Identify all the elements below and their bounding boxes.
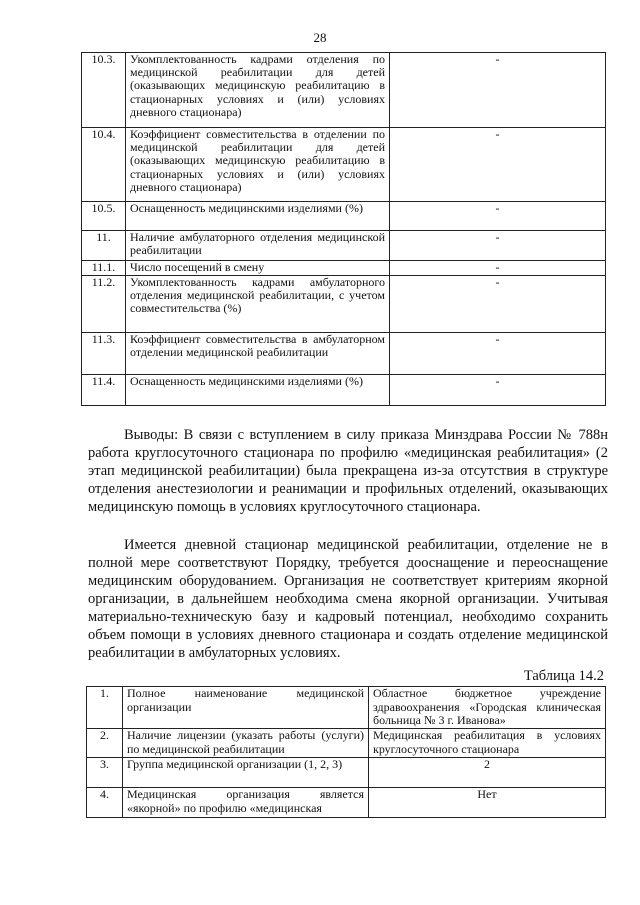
row-number: 11.1.: [82, 261, 126, 276]
indicators-table: [81, 52, 606, 406]
table-row: [87, 758, 606, 788]
row-number: 10.4.: [82, 128, 126, 202]
table-row: [82, 333, 606, 375]
row-description: Наличие амбулаторного отделения медицинской реабилитации: [126, 231, 390, 261]
row-number: 1.: [87, 687, 123, 729]
table-row: [82, 128, 606, 202]
table-row: [82, 261, 606, 276]
table-row: [82, 375, 606, 406]
row-value: Медицинская реабилитация в условиях круглосуточного стационара: [369, 729, 606, 758]
table-caption: Таблица 14.2: [523, 668, 604, 684]
conclusion-paragraph: Выводы: В связи с вступлением в силу приказа Минздрава России № 788н работа круглосуточного стационара по профилю «медицинская реабилитация» (2 этап медицинской реабилитации) была прекращена из-за отсутствия в структуре отделения анестезиологии и реанимации и профильных отделений, оказывающих медицинскую помощь в условиях круглосуточного стационара.: [88, 427, 608, 515]
row-description: Группа медицинской организации (1, 2, 3): [123, 758, 369, 788]
row-number: 11.2.: [82, 276, 126, 333]
row-value: 2: [369, 758, 606, 788]
row-number: 3.: [87, 758, 123, 788]
table-row: [82, 231, 606, 261]
row-description: Укомплектованность кадрами амбулаторного отделения медицинской реабилитации, с учетом совместительства (%): [126, 276, 390, 333]
row-value: -: [390, 128, 606, 202]
table-row: [82, 53, 606, 128]
row-number: 10.3.: [82, 53, 126, 128]
row-description: Оснащенность медицинскими изделиями (%): [126, 202, 390, 231]
row-number: 4.: [87, 788, 123, 818]
table-row: [87, 687, 606, 729]
page-number: 28: [313, 30, 327, 45]
row-description: Укомплектованность кадрами отделения по медицинской реабилитации для детей (оказывающих медицинскую реабилитацию в стационарных условиях и (или) условиях дневного стационара): [126, 53, 390, 128]
organization-table: [86, 686, 606, 818]
row-number: 11.3.: [82, 333, 126, 375]
recommendation-paragraph: Имеется дневной стационар медицинской реабилитации, отделение не в полной мере соответствуют Порядку, требуется дооснащение и переоснащение медицинским оборудованием. Организация не соответствует критериям якорной организации, в дальнейшем необходима смена якорной организации. Учитывая материально-техническую базу и кадровый потенциал, необходимо сохранить объем помощи в условиях дневного стационара и создать отделение медицинской реабилитации в амбулаторных условиях.: [88, 537, 608, 661]
row-value: -: [390, 53, 606, 128]
row-value: -: [390, 375, 606, 406]
row-number: 10.5.: [82, 202, 126, 231]
row-value: -: [390, 231, 606, 261]
row-number: 11.4.: [82, 375, 126, 406]
row-value: Нет: [369, 788, 606, 818]
row-description: Медицинская организация является «якорной» по профилю «медицинская: [123, 788, 369, 818]
row-description: Коэффициент совместительства в амбулаторном отделении медицинской реабилитации: [126, 333, 390, 375]
row-value: -: [390, 333, 606, 375]
table-row: [82, 276, 606, 333]
row-value: -: [390, 261, 606, 276]
row-value: -: [390, 276, 606, 333]
row-description: Полное наименование медицинской организации: [123, 687, 369, 729]
row-value: -: [390, 202, 606, 231]
row-description: Коэффициент совместительства в отделении по медицинской реабилитации для детей (оказывающих медицинскую реабилитацию в стационарных условиях и (или) условиях дневного стационара): [126, 128, 390, 202]
table-row: [82, 202, 606, 231]
row-description: Наличие лицензии (указать работы (услуги) по медицинской реабилитации: [123, 729, 369, 758]
row-value: Областное бюджетное учреждение здравоохранения «Городская клиническая больница № 3 г. Иванова»: [369, 687, 606, 729]
row-number: 11.: [82, 231, 126, 261]
table-row: [87, 729, 606, 758]
row-description: Число посещений в смену: [126, 261, 390, 276]
row-number: 2.: [87, 729, 123, 758]
row-description: Оснащенность медицинскими изделиями (%): [126, 375, 390, 406]
table-row: [87, 788, 606, 818]
